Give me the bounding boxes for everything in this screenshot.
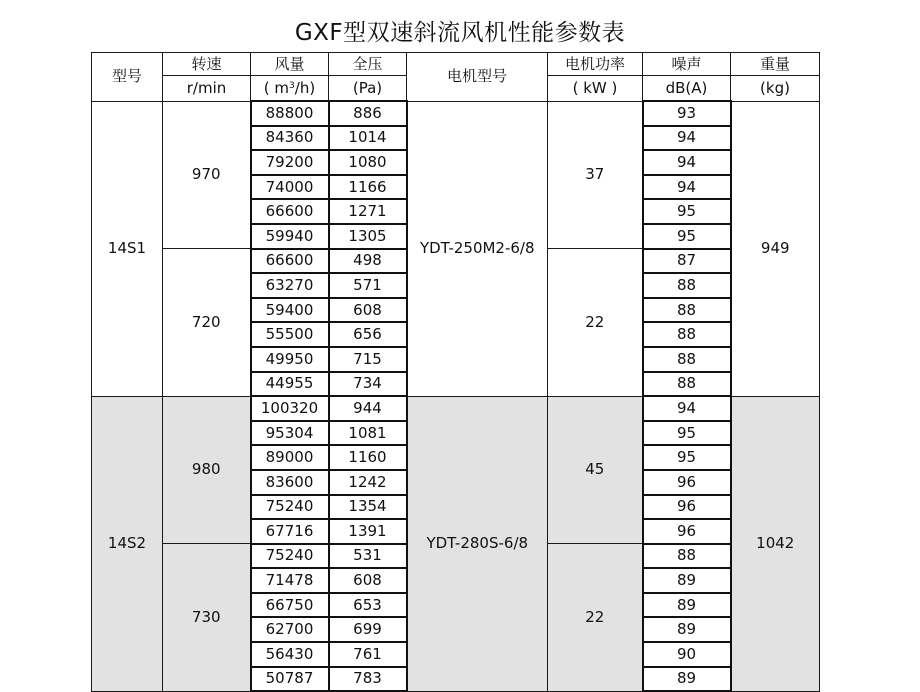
flow-cell: 56430	[251, 642, 329, 667]
noise-cell: 93	[643, 101, 731, 126]
noise-cell: 89	[643, 617, 731, 642]
motor-power-cell: 22	[548, 544, 643, 692]
table-row	[92, 101, 820, 126]
pressure-cell: 1080	[329, 150, 407, 175]
pressure-cell: 531	[329, 544, 407, 569]
flow-cell: 50787	[251, 667, 329, 692]
pressure-cell: 699	[329, 617, 407, 642]
noise-cell: 88	[643, 298, 731, 323]
flow-cell: 74000	[251, 175, 329, 200]
header-speed-unit: r/min	[163, 76, 251, 102]
pressure-cell: 1305	[329, 224, 407, 249]
flow-cell: 66600	[251, 249, 329, 274]
noise-cell: 89	[643, 568, 731, 593]
flow-cell: 44955	[251, 372, 329, 397]
flow-cell: 75240	[251, 544, 329, 569]
header-motor-power: 电机功率	[548, 53, 643, 76]
noise-cell: 90	[643, 642, 731, 667]
pressure-cell: 761	[329, 642, 407, 667]
noise-cell: 87	[643, 249, 731, 274]
header-pressure: 全压	[329, 53, 407, 76]
noise-cell: 96	[643, 470, 731, 495]
noise-cell: 96	[643, 495, 731, 520]
header-motor-power-unit: ( kW )	[548, 76, 643, 102]
header-pressure-unit: (Pa)	[329, 76, 407, 102]
pressure-cell: 886	[329, 101, 407, 126]
pressure-cell: 1354	[329, 495, 407, 520]
pressure-cell: 1014	[329, 126, 407, 151]
pressure-cell: 498	[329, 249, 407, 274]
flow-cell: 49950	[251, 347, 329, 372]
flow-cell: 59940	[251, 224, 329, 249]
noise-cell: 95	[643, 224, 731, 249]
noise-cell: 88	[643, 544, 731, 569]
noise-cell: 88	[643, 322, 731, 347]
pressure-cell: 656	[329, 322, 407, 347]
pressure-cell: 608	[329, 568, 407, 593]
header-motor-model: 电机型号	[407, 53, 548, 102]
flow-cell: 55500	[251, 322, 329, 347]
header-noise: 噪声	[643, 53, 731, 76]
flow-cell: 95304	[251, 421, 329, 446]
header-row-names	[92, 53, 820, 76]
flow-cell: 83600	[251, 470, 329, 495]
flow-cell: 89000	[251, 445, 329, 470]
header-weight: 重量	[731, 53, 820, 76]
pressure-cell: 1160	[329, 445, 407, 470]
pressure-cell: 1242	[329, 470, 407, 495]
page-title: GXF型双速斜流风机性能参数表	[294, 20, 626, 46]
speed-cell: 730	[163, 544, 251, 692]
model-cell: 14S2	[92, 396, 163, 691]
header-speed: 转速	[163, 53, 251, 76]
pressure-cell: 653	[329, 593, 407, 618]
model-cell: 14S1	[92, 101, 163, 396]
flow-cell: 62700	[251, 617, 329, 642]
motor-model-cell: YDT-280S-6/8	[407, 396, 548, 691]
header-flow: 风量	[251, 53, 329, 76]
pressure-cell: 608	[329, 298, 407, 323]
noise-cell: 88	[643, 273, 731, 298]
flow-cell: 66750	[251, 593, 329, 618]
pressure-cell: 734	[329, 372, 407, 397]
pressure-cell: 571	[329, 273, 407, 298]
weight-cell: 1042	[731, 396, 820, 691]
speed-cell: 970	[163, 101, 251, 249]
pressure-cell: 1081	[329, 421, 407, 446]
noise-cell: 96	[643, 519, 731, 544]
noise-cell: 94	[643, 175, 731, 200]
weight-cell: 949	[731, 101, 820, 396]
header-model: 型号	[92, 53, 163, 102]
flow-cell: 59400	[251, 298, 329, 323]
noise-cell: 95	[643, 445, 731, 470]
table-body	[92, 101, 820, 691]
motor-power-cell: 45	[548, 396, 643, 544]
pressure-cell: 715	[329, 347, 407, 372]
pressure-cell: 944	[329, 396, 407, 421]
noise-cell: 88	[643, 347, 731, 372]
flow-cell: 79200	[251, 150, 329, 175]
performance-table	[91, 52, 820, 692]
noise-cell: 88	[643, 372, 731, 397]
table-row	[92, 396, 820, 421]
speed-cell: 980	[163, 396, 251, 544]
noise-cell: 95	[643, 199, 731, 224]
noise-cell: 94	[643, 150, 731, 175]
noise-cell: 89	[643, 667, 731, 692]
flow-cell: 84360	[251, 126, 329, 151]
flow-cell: 67716	[251, 519, 329, 544]
header-flow-unit: ( $m^3/h$)	[251, 76, 329, 102]
pressure-cell: 1391	[329, 519, 407, 544]
pressure-cell: 1271	[329, 199, 407, 224]
header-noise-unit: dB(A)	[643, 76, 731, 102]
motor-power-cell: 22	[548, 249, 643, 397]
noise-cell: 94	[643, 126, 731, 151]
noise-cell: 95	[643, 421, 731, 446]
flow-cell: 66600	[251, 199, 329, 224]
pressure-cell: 1166	[329, 175, 407, 200]
flow-cell: 100320	[251, 396, 329, 421]
speed-cell: 720	[163, 249, 251, 397]
noise-cell: 94	[643, 396, 731, 421]
pressure-cell: 783	[329, 667, 407, 692]
motor-power-cell: 37	[548, 101, 643, 249]
flow-cell: 71478	[251, 568, 329, 593]
flow-cell: 75240	[251, 495, 329, 520]
header-weight-unit: (kg)	[731, 76, 820, 102]
flow-cell: 88800	[251, 101, 329, 126]
motor-model-cell: YDT-250M2-6/8	[407, 101, 548, 396]
flow-cell: 63270	[251, 273, 329, 298]
noise-cell: 89	[643, 593, 731, 618]
